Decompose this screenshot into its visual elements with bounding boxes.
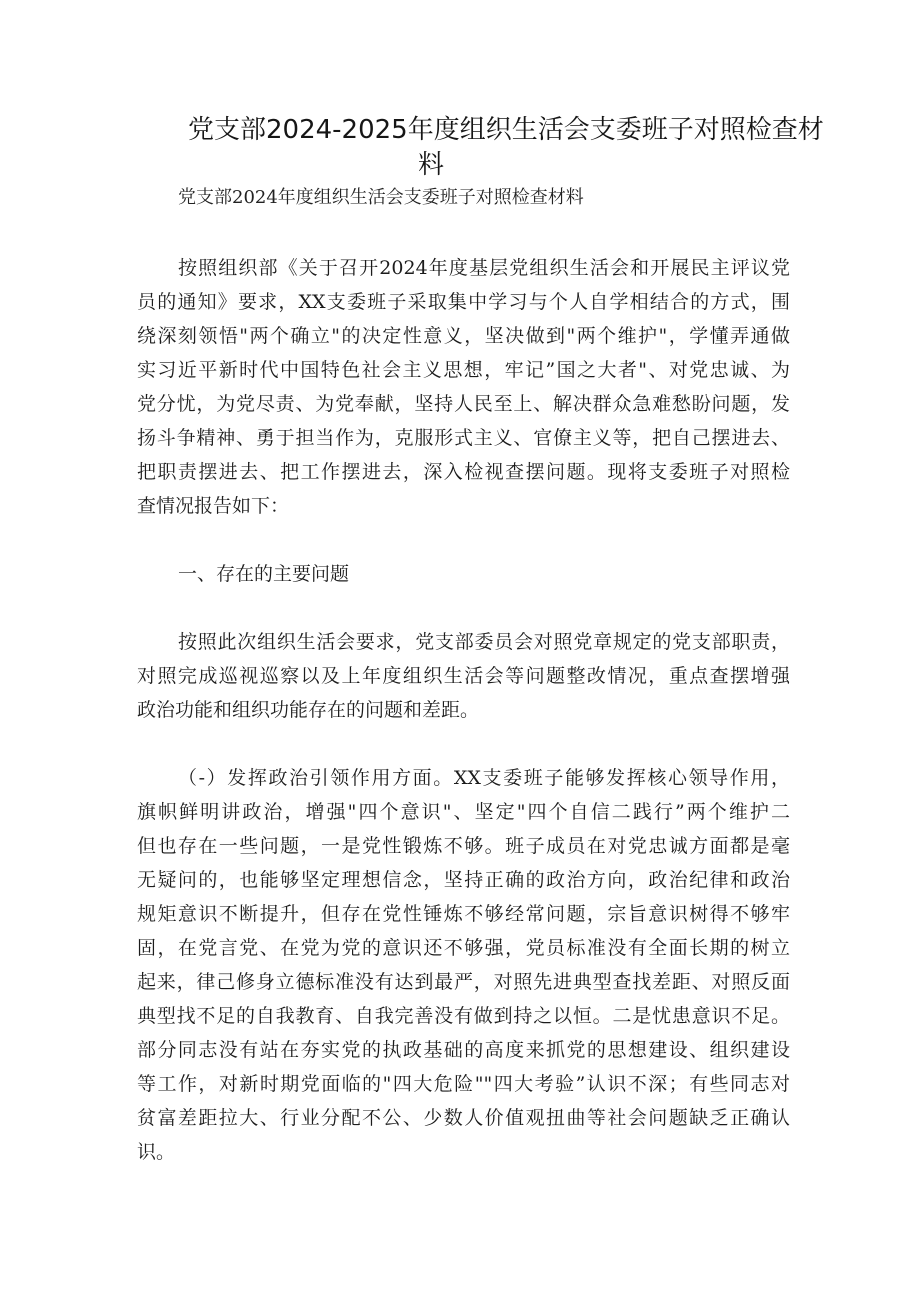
paragraph-line: 按照此次组织生活会要求，党支部委员会对照党章规定的党支部职责， [178,631,790,653]
paragraph-line: 把职责摆进去、把工作摆进去，深入检视查摆问题。现将支委班子对照检 [137,461,790,483]
paragraph-line: 无疑问的，也能够坚定理想信念，坚持正确的政治方向，政治纪律和政治 [137,869,790,891]
paragraph-line: 党分忧，为党尽责、为党奉献，坚持人民至上、解决群众急难愁盼问题，发 [137,393,790,415]
paragraph-spacer [137,591,790,625]
paragraph-line: 员的通知》要求，XX支委班子采取集中学习与个人自学相结合的方式，围 [137,291,790,313]
paragraph-line: 对照完成巡视巡察以及上年度组织生活会等问题整改情况，重点查摆增强 [137,665,790,687]
paragraph-line: 识。 [137,1141,176,1163]
section-heading: 一、存在的主要问题 [178,563,350,585]
paragraph-line: 规矩意识不断提升，但存在党性锤炼不够经常问题，宗旨意识树得不够牢 [137,903,790,925]
paragraph-line: 贫富差距拉大、行业分配不公、少数人价值观扭曲等社会问题缺乏正确认 [137,1107,790,1129]
paragraph-line: 固，在党言党、在党为党的意识还不够强，党员标准没有全面长期的树立 [137,937,790,959]
paragraph-spacer [137,523,790,557]
paragraph-line: 但也存在一些问题，一是党性锻炼不够。班子成员在对党忠诚方面都是毫 [137,835,790,857]
paragraph-line: 典型找不足的自我教育、自我完善没有做到持之以恒。二是忧患意识不足。 [137,1005,790,1027]
document-title-line-2: 料 [418,150,445,180]
paragraph-line: 按照组织部《关于召开2024年度基层党组织生活会和开展民主评议党 [178,257,790,279]
paragraph-1 [137,251,790,523]
paragraph-line: 旗帜鲜明讲政治，增强"四个意识"、坚定"四个自信二践行”两个维护二 [137,801,790,823]
paragraph-2 [137,625,790,727]
paragraph-spacer [137,727,790,761]
document-body [137,251,790,1169]
paragraph-line: （-）发挥政治引领作用方面。XX支委班子能够发挥核心领导作用， [178,767,790,789]
paragraph-3 [137,761,790,1169]
paragraph-line: 绕深刻领悟"两个确立"的决定性意义，坚决做到"两个维护"，学懂弄通做 [137,325,790,347]
paragraph-line: 实习近平新时代中国特色社会主义思想，牢记”国之大者"、对党忠诚、为 [137,359,790,381]
paragraph-line: 政治功能和组织功能存在的问题和差距。 [137,699,480,721]
paragraph-line: 扬斗争精神、勇于担当作为，克服形式主义、官僚主义等，把自己摆进去、 [137,427,790,449]
paragraph-line: 等工作，对新时期党面临的"四大危险""四大考验”认识不深；有些同志对 [137,1073,790,1095]
paragraph-line: 部分同志没有站在夯实党的执政基础的高度来抓党的思想建设、组织建设 [137,1039,790,1061]
document-subtitle: 党支部2024年度组织生活会支委班子对照检查材料 [178,187,584,208]
document-title-line-1: 党支部2024-2025年度组织生活会支委班子对照检查材 [188,115,824,145]
paragraph-line: 起来，律己修身立德标准没有达到最严，对照先进典型查找差距、对照反面 [137,971,790,993]
paragraph-line: 查情况报告如下： [137,495,290,517]
